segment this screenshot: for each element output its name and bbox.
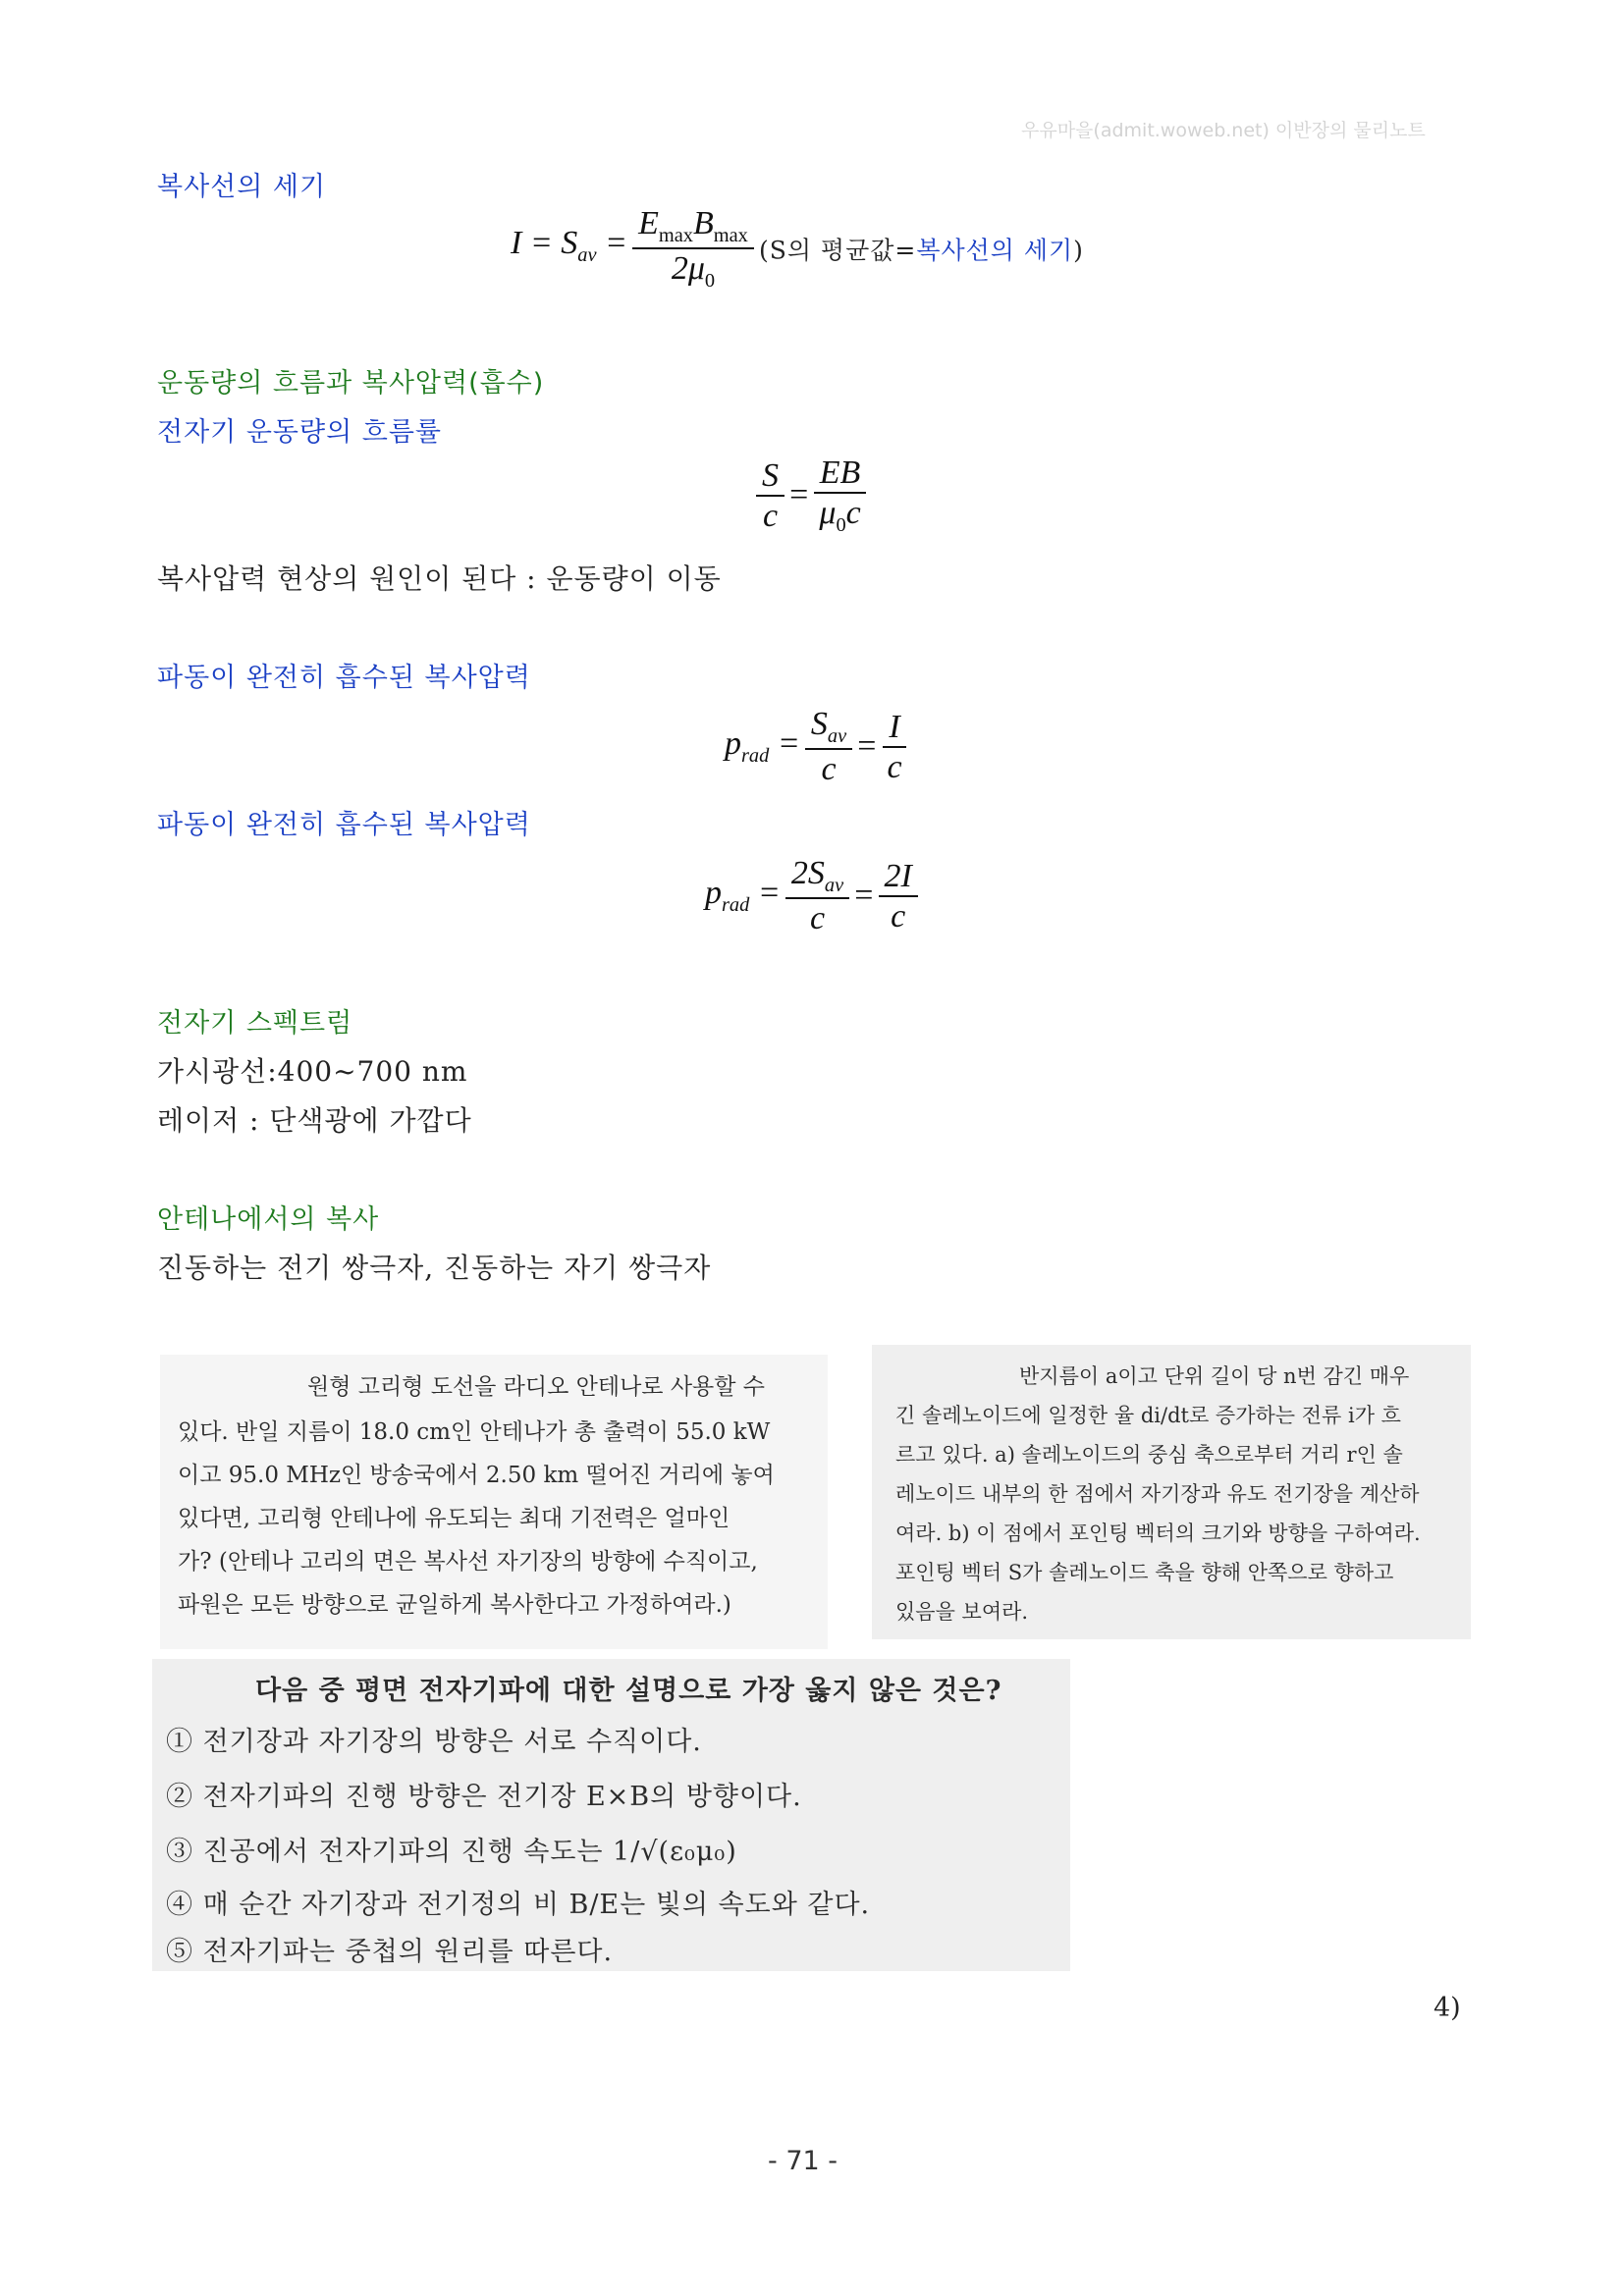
problem-left-line: 있다면, 고리형 안테나에 유도되는 최대 기전력은 얼마인 [178,1506,730,1531]
scanned-problem-antenna [160,1355,828,1649]
problem-left-line: 이고 95.0 MHz인 방송국에서 2.50 km 떨어진 거리에 놓여 [178,1463,775,1488]
eq-lhs: $I = S_{av}$ = [511,224,627,266]
problem-right-line: 있음을 보여라. [895,1600,1029,1624]
heading-radiation-intensity: 복사선의 세기 [157,172,327,202]
eq-fraction: $\frac{E_{max}B_{max}}{2\mu_0}$ [632,204,754,294]
heading-momentum-flow: 운동량의 흐름과 복사압력(흡수) [157,368,545,399]
heading-absorbed-pressure: 파동이 완전히 흡수된 복사압력 [157,663,531,693]
page-header: 우유마을(admit.woweb.net) 이반장의 물리노트 [1021,120,1426,141]
problem-right-line: 여라. b) 이 점에서 포인팅 벡터의 크기와 방향을 구하여라. [895,1522,1421,1545]
equation-intensity [511,204,1084,294]
option-3: ③ 진공에서 전자기파의 진행 속도는 1/√(ε₀μ₀) [166,1837,737,1867]
equation-absorbed-pressure: $p_{rad}$ = $\frac{S_{av}}{c}$ = $\frac{I}{c}$ [725,705,908,788]
scanned-problem-em-wave [152,1659,1070,1971]
heading-antenna-radiation: 안테나에서의 복사 [157,1204,380,1235]
antenna-dipoles: 진동하는 전기 쌍극자, 진동하는 자기 쌍극자 [157,1252,712,1284]
footnote-marker: 4) [1434,1993,1461,2023]
problem-right-line: 반지름이 a이고 단위 길이 당 n번 감긴 매우 [1019,1364,1410,1388]
problem-left-line: 있다. 반일 지름이 18.0 cm인 안테나가 총 출력이 55.0 kW [178,1419,771,1445]
page-number: - 71 - [768,2146,839,2176]
equation-momentum: $\frac{S}{c}$ = $\frac{EB}{\mu_0c}$ [756,454,867,537]
option-2: ② 전자기파의 진행 방향은 전기장 E×B의 방향이다. [166,1782,802,1812]
problem-left-line: 가? (안테나 고리의 면은 복사선 자기장의 방향에 수직이고, [178,1549,758,1575]
heading-absorbed-pressure-2: 파동이 완전히 흡수된 복사압력 [157,810,531,840]
equation-reflected-pressure: $p_{rad}$ = $\frac{2S_{av}}{c}$ = $\frac{2I}{c}$ [705,854,918,937]
momentum-body-text: 복사압력 현상의 원인이 된다 : 운동량이 이동 [157,562,722,595]
problem-left-line: 파원은 모든 방향으로 균일하게 복사한다고 가정하여라.) [178,1592,731,1618]
spectrum-visible-light: 가시광선:400~700 nm [157,1055,468,1088]
problem-right-line: 레노이드 내부의 한 점에서 자기장과 유도 전기장을 계산하 [895,1482,1420,1506]
problem-right-line: 긴 솔레노이드에 일정한 율 di/dt로 증가하는 전류 i가 흐 [895,1404,1401,1427]
problem-left-line: 원형 고리형 도선을 라디오 안테나로 사용할 수 [307,1374,766,1400]
heading-em-momentum-rate: 전자기 운동량의 흐름률 [157,417,442,448]
scanned-problem-solenoid [872,1345,1471,1639]
eq-note: (S의 평균값=복사선의 세기) [758,236,1084,265]
problem-right-line: 포인팅 벡터 S가 솔레노이드 축을 향해 안쪽으로 향하고 [895,1561,1394,1584]
problem-right-line: 르고 있다. a) 솔레노이드의 중심 축으로부터 거리 r인 솔 [895,1443,1403,1467]
option-5: ⑤ 전자기파는 중첩의 원리를 따른다. [166,1937,614,1967]
heading-em-spectrum: 전자기 스펙트럼 [157,1008,353,1039]
spectrum-laser: 레이저 : 단색광에 가깝다 [157,1104,472,1137]
question-text: 다음 중 평면 전자기파에 대한 설명으로 가장 옳지 않은 것은? [255,1676,1002,1706]
option-1: ① 전기장과 자기장의 방향은 서로 수직이다. [166,1727,702,1757]
option-4: ④ 매 순간 자기장과 전기정의 비 B/E는 빛의 속도와 같다. [166,1890,871,1920]
